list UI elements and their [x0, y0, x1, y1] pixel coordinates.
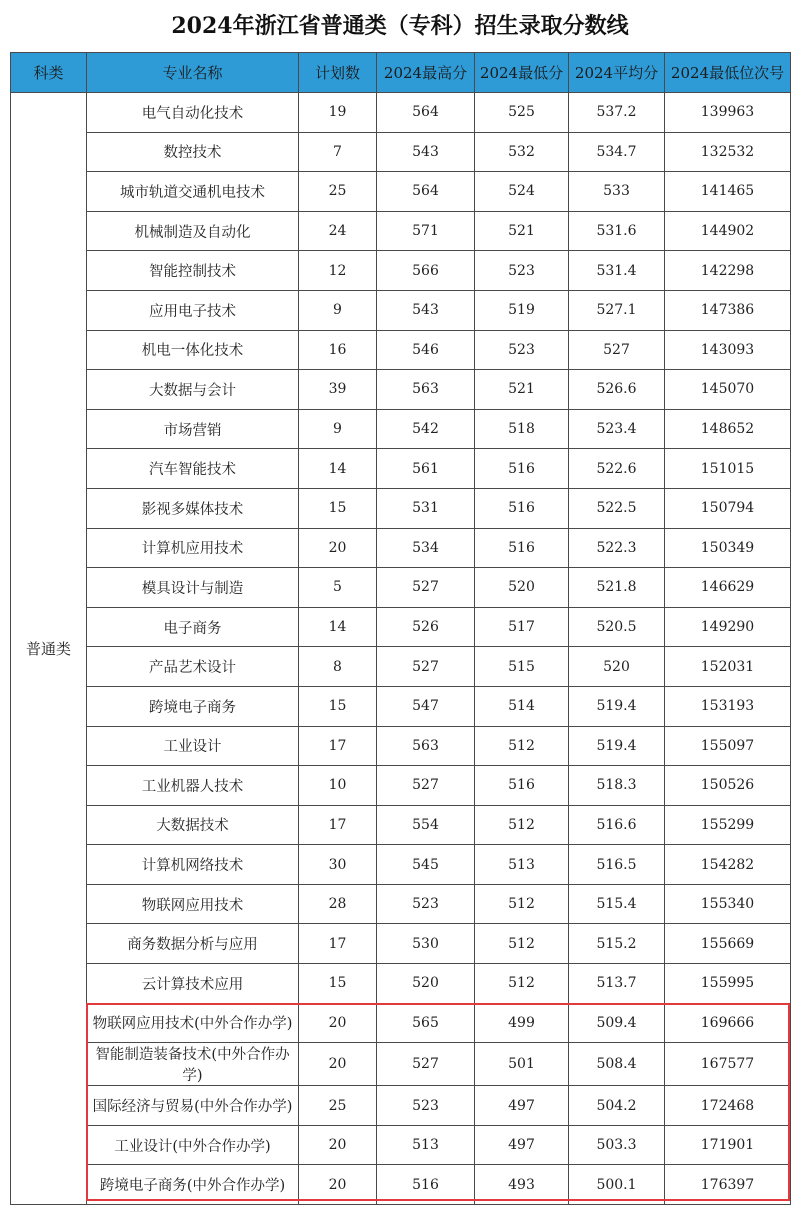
min-score-cell: 501: [475, 1043, 569, 1086]
table-row: [11, 686, 791, 726]
max-score-cell: 563: [377, 726, 475, 766]
plan-count-cell: 9: [299, 290, 377, 330]
header-major-name: 专业名称: [87, 53, 299, 93]
table-row: [11, 884, 791, 924]
table-row: [11, 330, 791, 370]
min-score-cell: 514: [475, 686, 569, 726]
plan-count-cell: 39: [299, 370, 377, 410]
table-row: [11, 1003, 791, 1043]
major-name-cell: 计算机应用技术: [87, 528, 299, 568]
min-rank-cell: 143093: [665, 330, 791, 370]
min-score-cell: 525: [475, 93, 569, 133]
major-name-cell: 跨境电子商务(中外合作办学): [87, 1165, 299, 1205]
table-row: [11, 172, 791, 212]
avg-score-cell: 508.4: [569, 1043, 665, 1086]
avg-score-cell: 518.3: [569, 766, 665, 806]
header-avg-score: 2024平均分: [569, 53, 665, 93]
max-score-cell: 527: [377, 766, 475, 806]
table-row: [11, 1125, 791, 1165]
avg-score-cell: 504.2: [569, 1086, 665, 1126]
max-score-cell: 520: [377, 964, 475, 1004]
avg-score-cell: 516.5: [569, 845, 665, 885]
plan-count-cell: 9: [299, 409, 377, 449]
major-name-cell: 智能制造装备技术(中外合作办学): [87, 1043, 299, 1086]
avg-score-cell: 527: [569, 330, 665, 370]
max-score-cell: 523: [377, 884, 475, 924]
avg-score-cell: 523.4: [569, 409, 665, 449]
min-score-cell: 532: [475, 132, 569, 172]
max-score-cell: 516: [377, 1165, 475, 1205]
avg-score-cell: 520.5: [569, 607, 665, 647]
min-rank-cell: 145070: [665, 370, 791, 410]
min-score-cell: 521: [475, 211, 569, 251]
min-rank-cell: 153193: [665, 686, 791, 726]
major-name-cell: 大数据与会计: [87, 370, 299, 410]
major-name-cell: 汽车智能技术: [87, 449, 299, 489]
header-plan-count: 计划数: [299, 53, 377, 93]
plan-count-cell: 20: [299, 1165, 377, 1205]
major-name-cell: 计算机网络技术: [87, 845, 299, 885]
avg-score-cell: 516.6: [569, 805, 665, 845]
plan-count-cell: 17: [299, 726, 377, 766]
plan-count-cell: 16: [299, 330, 377, 370]
table-row: [11, 568, 791, 608]
plan-count-cell: 20: [299, 1003, 377, 1043]
plan-count-cell: 14: [299, 607, 377, 647]
plan-count-cell: 8: [299, 647, 377, 687]
header-max-score: 2024最高分: [377, 53, 475, 93]
min-score-cell: 512: [475, 726, 569, 766]
min-rank-cell: 155097: [665, 726, 791, 766]
min-rank-cell: 154282: [665, 845, 791, 885]
header-min-score: 2024最低分: [475, 53, 569, 93]
avg-score-cell: 531.6: [569, 211, 665, 251]
table-row: [11, 1086, 791, 1126]
table-row: [11, 132, 791, 172]
plan-count-cell: 20: [299, 1125, 377, 1165]
major-name-cell: 智能控制技术: [87, 251, 299, 291]
table-row: [11, 449, 791, 489]
plan-count-cell: 20: [299, 528, 377, 568]
min-score-cell: 521: [475, 370, 569, 410]
header-category: 科类: [11, 53, 87, 93]
avg-score-cell: 521.8: [569, 568, 665, 608]
min-rank-cell: 171901: [665, 1125, 791, 1165]
major-name-cell: 国际经济与贸易(中外合作办学): [87, 1086, 299, 1126]
max-score-cell: 564: [377, 172, 475, 212]
min-rank-cell: 172468: [665, 1086, 791, 1126]
min-score-cell: 493: [475, 1165, 569, 1205]
min-rank-cell: 167577: [665, 1043, 791, 1086]
min-rank-cell: 147386: [665, 290, 791, 330]
min-score-cell: 516: [475, 449, 569, 489]
min-score-cell: 516: [475, 528, 569, 568]
min-score-cell: 516: [475, 488, 569, 528]
min-score-cell: 512: [475, 964, 569, 1004]
avg-score-cell: 519.4: [569, 726, 665, 766]
min-score-cell: 499: [475, 1003, 569, 1043]
avg-score-cell: 522.3: [569, 528, 665, 568]
plan-count-cell: 15: [299, 686, 377, 726]
avg-score-cell: 515.2: [569, 924, 665, 964]
max-score-cell: 526: [377, 607, 475, 647]
category-cell: 普通类: [11, 93, 87, 1205]
max-score-cell: 554: [377, 805, 475, 845]
table-row: [11, 1043, 791, 1086]
major-name-cell: 大数据技术: [87, 805, 299, 845]
min-rank-cell: 169666: [665, 1003, 791, 1043]
avg-score-cell: 515.4: [569, 884, 665, 924]
min-rank-cell: 150349: [665, 528, 791, 568]
max-score-cell: 513: [377, 1125, 475, 1165]
major-name-cell: 工业机器人技术: [87, 766, 299, 806]
table-row: [11, 251, 791, 291]
min-rank-cell: 148652: [665, 409, 791, 449]
avg-score-cell: 527.1: [569, 290, 665, 330]
max-score-cell: 546: [377, 330, 475, 370]
table-row: [11, 290, 791, 330]
min-rank-cell: 155669: [665, 924, 791, 964]
major-name-cell: 机电一体化技术: [87, 330, 299, 370]
plan-count-cell: 25: [299, 172, 377, 212]
table-row: [11, 93, 791, 133]
min-score-cell: 520: [475, 568, 569, 608]
max-score-cell: 543: [377, 290, 475, 330]
max-score-cell: 565: [377, 1003, 475, 1043]
max-score-cell: 571: [377, 211, 475, 251]
min-rank-cell: 132532: [665, 132, 791, 172]
min-score-cell: 518: [475, 409, 569, 449]
table-header-row: [11, 53, 791, 93]
table-row: [11, 726, 791, 766]
min-rank-cell: 139963: [665, 93, 791, 133]
plan-count-cell: 12: [299, 251, 377, 291]
avg-score-cell: 522.5: [569, 488, 665, 528]
avg-score-cell: 537.2: [569, 93, 665, 133]
plan-count-cell: 10: [299, 766, 377, 806]
table-row: [11, 805, 791, 845]
table-row: [11, 488, 791, 528]
min-rank-cell: 146629: [665, 568, 791, 608]
avg-score-cell: 534.7: [569, 132, 665, 172]
min-rank-cell: 141465: [665, 172, 791, 212]
max-score-cell: 561: [377, 449, 475, 489]
avg-score-cell: 531.4: [569, 251, 665, 291]
max-score-cell: 547: [377, 686, 475, 726]
min-score-cell: 515: [475, 647, 569, 687]
plan-count-cell: 25: [299, 1086, 377, 1126]
max-score-cell: 545: [377, 845, 475, 885]
major-name-cell: 应用电子技术: [87, 290, 299, 330]
max-score-cell: 527: [377, 1043, 475, 1086]
min-score-cell: 517: [475, 607, 569, 647]
table-row: [11, 1165, 791, 1205]
major-name-cell: 商务数据分析与应用: [87, 924, 299, 964]
max-score-cell: 534: [377, 528, 475, 568]
avg-score-cell: 503.3: [569, 1125, 665, 1165]
min-rank-cell: 142298: [665, 251, 791, 291]
major-name-cell: 物联网应用技术(中外合作办学): [87, 1003, 299, 1043]
min-score-cell: 523: [475, 330, 569, 370]
avg-score-cell: 520: [569, 647, 665, 687]
major-name-cell: 电气自动化技术: [87, 93, 299, 133]
max-score-cell: 563: [377, 370, 475, 410]
table-row: [11, 924, 791, 964]
max-score-cell: 527: [377, 647, 475, 687]
min-rank-cell: 149290: [665, 607, 791, 647]
min-score-cell: 497: [475, 1086, 569, 1126]
plan-count-cell: 5: [299, 568, 377, 608]
major-name-cell: 市场营销: [87, 409, 299, 449]
table-row: [11, 370, 791, 410]
plan-count-cell: 24: [299, 211, 377, 251]
plan-count-cell: 15: [299, 964, 377, 1004]
table-row: [11, 409, 791, 449]
min-rank-cell: 151015: [665, 449, 791, 489]
major-name-cell: 云计算技术应用: [87, 964, 299, 1004]
table-row: [11, 528, 791, 568]
avg-score-cell: 509.4: [569, 1003, 665, 1043]
min-score-cell: 512: [475, 924, 569, 964]
max-score-cell: 531: [377, 488, 475, 528]
min-rank-cell: 144902: [665, 211, 791, 251]
major-name-cell: 跨境电子商务: [87, 686, 299, 726]
admission-score-table: [10, 52, 791, 1205]
max-score-cell: 523: [377, 1086, 475, 1126]
plan-count-cell: 28: [299, 884, 377, 924]
min-score-cell: 519: [475, 290, 569, 330]
avg-score-cell: 522.6: [569, 449, 665, 489]
max-score-cell: 543: [377, 132, 475, 172]
min-rank-cell: 155995: [665, 964, 791, 1004]
min-score-cell: 513: [475, 845, 569, 885]
max-score-cell: 564: [377, 93, 475, 133]
major-name-cell: 电子商务: [87, 607, 299, 647]
table-row: [11, 211, 791, 251]
table-row: [11, 766, 791, 806]
min-score-cell: 524: [475, 172, 569, 212]
avg-score-cell: 500.1: [569, 1165, 665, 1205]
min-rank-cell: 155299: [665, 805, 791, 845]
min-rank-cell: 155340: [665, 884, 791, 924]
major-name-cell: 数控技术: [87, 132, 299, 172]
plan-count-cell: 17: [299, 805, 377, 845]
plan-count-cell: 7: [299, 132, 377, 172]
major-name-cell: 产品艺术设计: [87, 647, 299, 687]
major-name-cell: 模具设计与制造: [87, 568, 299, 608]
plan-count-cell: 15: [299, 488, 377, 528]
plan-count-cell: 20: [299, 1043, 377, 1086]
min-score-cell: 512: [475, 884, 569, 924]
page-title: 2024年浙江省普通类（专科）招生录取分数线: [171, 13, 629, 39]
plan-count-cell: 19: [299, 93, 377, 133]
min-rank-cell: 150794: [665, 488, 791, 528]
min-score-cell: 497: [475, 1125, 569, 1165]
avg-score-cell: 533: [569, 172, 665, 212]
plan-count-cell: 14: [299, 449, 377, 489]
plan-count-cell: 17: [299, 924, 377, 964]
avg-score-cell: 519.4: [569, 686, 665, 726]
max-score-cell: 542: [377, 409, 475, 449]
plan-count-cell: 30: [299, 845, 377, 885]
min-score-cell: 512: [475, 805, 569, 845]
avg-score-cell: 526.6: [569, 370, 665, 410]
avg-score-cell: 513.7: [569, 964, 665, 1004]
table-row: [11, 845, 791, 885]
major-name-cell: 城市轨道交通机电技术: [87, 172, 299, 212]
major-name-cell: 影视多媒体技术: [87, 488, 299, 528]
max-score-cell: 566: [377, 251, 475, 291]
major-name-cell: 物联网应用技术: [87, 884, 299, 924]
major-name-cell: 机械制造及自动化: [87, 211, 299, 251]
min-rank-cell: 176397: [665, 1165, 791, 1205]
table-row: [11, 964, 791, 1004]
table-row: [11, 607, 791, 647]
major-name-cell: 工业设计: [87, 726, 299, 766]
min-score-cell: 523: [475, 251, 569, 291]
min-rank-cell: 150526: [665, 766, 791, 806]
min-rank-cell: 152031: [665, 647, 791, 687]
major-name-cell: 工业设计(中外合作办学): [87, 1125, 299, 1165]
header-min-rank: 2024最低位次号: [665, 53, 791, 93]
table-row: [11, 647, 791, 687]
max-score-cell: 530: [377, 924, 475, 964]
max-score-cell: 527: [377, 568, 475, 608]
min-score-cell: 516: [475, 766, 569, 806]
